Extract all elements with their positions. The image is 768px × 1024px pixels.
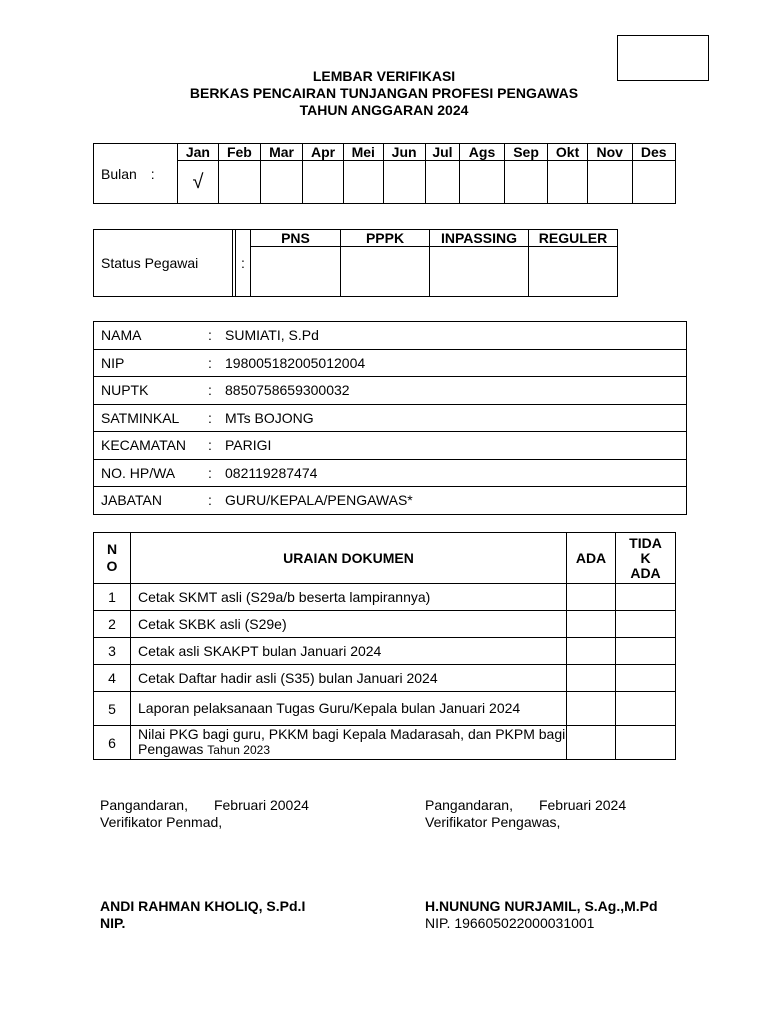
signature-right-nip: NIP. 196605022000031001 — [425, 915, 595, 931]
tidak-ada-cell — [616, 692, 676, 726]
ada-cell — [567, 638, 616, 665]
identity-table — [93, 321, 687, 515]
identity-key: SATMINKAL — [101, 409, 180, 426]
month-header: Mar — [260, 144, 302, 161]
status-table — [93, 229, 618, 297]
tidak-ada-cell — [616, 665, 676, 692]
col-tidak-header-line: ADA — [630, 564, 661, 581]
identity-colon: : — [208, 492, 212, 509]
document-row — [94, 726, 676, 760]
title-line-2: BERKAS PENCAIRAN TUNJANGAN PROFESI PENGAWAS — [189, 85, 579, 101]
month-check-cell — [383, 161, 425, 204]
month-label-cell — [94, 144, 178, 204]
document-no: 2 — [94, 611, 131, 638]
month-header: Jun — [383, 144, 425, 161]
signature-left-name: ANDI RAHMAN KHOLIQ, S.Pd.I — [100, 898, 306, 914]
signature-right-name: H.NUNUNG NURJAMIL, S.Ag.,M.Pd — [425, 898, 658, 914]
month-check-cell — [303, 161, 344, 204]
month-header: Jan — [178, 144, 219, 161]
document-no: 3 — [94, 638, 131, 665]
status-cell — [430, 247, 529, 297]
month-check-cell — [632, 161, 675, 204]
document-row — [94, 665, 676, 692]
document-desc: Laporan pelaksanaan Tugas Guru/Kepala bulan Januari 2024 — [131, 692, 567, 726]
tidak-ada-cell — [616, 726, 676, 760]
month-header: Okt — [548, 144, 588, 161]
signature-right-role: Verifikator Pengawas, — [425, 814, 561, 830]
identity-key: KECAMATAN — [101, 437, 187, 454]
identity-colon: : — [208, 327, 212, 344]
ada-cell — [567, 692, 616, 726]
tidak-ada-cell — [616, 638, 676, 665]
document-desc-text: Nilai PKG bagi guru, PKKM bagi Kepala Madarasah, dan PKPM bagi Pengawas — [138, 726, 566, 757]
col-no-header-line: N — [106, 541, 118, 557]
month-header: Feb — [218, 144, 260, 161]
document-desc: Cetak SKMT asli (S29a/b beserta lampirannya) — [131, 584, 567, 611]
month-label: Bulan — [101, 165, 137, 182]
identity-row — [94, 377, 687, 405]
identity-value: GURU/KEPALA/PENGAWAS* — [225, 492, 413, 509]
tidak-ada-cell — [616, 584, 676, 611]
signature-left-footer — [100, 898, 305, 932]
document-row — [94, 584, 676, 611]
month-header: Mei — [343, 144, 383, 161]
signature-right-place: Pangandaran, — [425, 797, 513, 813]
identity-row — [94, 432, 687, 460]
document-desc — [131, 726, 567, 760]
identity-key: NO. HP/WA — [101, 464, 176, 481]
month-check-cell — [587, 161, 632, 204]
identity-key: NUPTK — [101, 382, 149, 399]
ada-cell — [567, 665, 616, 692]
status-colon: : — [236, 230, 251, 297]
status-label: Status Pegawai — [94, 230, 233, 297]
identity-row — [94, 487, 687, 515]
month-check-cell: √ — [178, 161, 219, 204]
month-table — [93, 143, 676, 204]
month-header: Des — [632, 144, 675, 161]
col-tidak-header-line: K — [640, 549, 651, 566]
identity-row — [94, 459, 687, 487]
document-row — [94, 638, 676, 665]
title-line-3: TAHUN ANGGARAN 2024 — [299, 102, 469, 118]
signature-right-footer — [425, 898, 658, 932]
identity-row — [94, 404, 687, 432]
col-no-header-line: O — [106, 558, 118, 574]
signature-right-date: Februari 2024 — [538, 797, 627, 813]
identity-colon: : — [208, 382, 212, 399]
identity-key: NIP — [101, 354, 125, 371]
month-header: Jul — [425, 144, 460, 161]
col-uraian-header: URAIAN DOKUMEN — [131, 533, 567, 584]
document-no: 4 — [94, 665, 131, 692]
identity-value: SUMIATI, S.Pd — [225, 327, 319, 344]
status-cell — [341, 247, 430, 297]
status-header: PPPK — [341, 230, 430, 247]
status-cell — [529, 247, 618, 297]
identity-row — [94, 322, 687, 350]
status-header: PNS — [251, 230, 341, 247]
ada-cell — [567, 726, 616, 760]
ada-cell — [567, 584, 616, 611]
month-check-cell — [548, 161, 588, 204]
identity-colon: : — [208, 437, 212, 454]
col-ada-header: ADA — [567, 533, 616, 584]
identity-value: PARIGI — [225, 437, 272, 454]
month-check-cell — [504, 161, 547, 204]
col-tidak-header-line: TIDA — [629, 534, 662, 551]
identity-value: 198005182005012004 — [225, 354, 366, 371]
status-header: REGULER — [529, 230, 618, 247]
tidak-ada-cell — [616, 611, 676, 638]
signature-left-role: Verifikator Penmad, — [100, 814, 223, 830]
title-line-1: LEMBAR VERIFIKASI — [312, 68, 456, 84]
signature-left-place: Pangandaran, — [100, 797, 188, 813]
identity-value: 8850758659300032 — [225, 382, 350, 399]
document-no: 1 — [94, 584, 131, 611]
status-cell — [251, 247, 341, 297]
identity-key: JABATAN — [101, 492, 162, 509]
document-no: 6 — [94, 726, 131, 760]
month-check-cell — [425, 161, 460, 204]
document-desc-year: Tahun 2023 — [207, 743, 271, 757]
document-desc: Cetak Daftar hadir asli (S35) bulan Januari 2024 — [131, 665, 567, 692]
signature-right-header — [425, 797, 626, 831]
month-header: Sep — [504, 144, 547, 161]
signature-left-date: Februari 20024 — [213, 797, 309, 813]
document-row — [94, 692, 676, 726]
status-header: INPASSING — [430, 230, 529, 247]
document-table — [93, 532, 676, 760]
identity-value: 082119287474 — [225, 464, 318, 481]
document-desc: Cetak asli SKAKPT bulan Januari 2024 — [131, 638, 567, 665]
document-desc: Cetak SKBK asli (S29e) — [131, 611, 567, 638]
identity-row — [94, 349, 687, 377]
month-check-cell — [260, 161, 302, 204]
month-check-cell — [460, 161, 505, 204]
identity-value: MTs BOJONG — [225, 409, 314, 426]
ada-cell — [567, 611, 616, 638]
identity-colon: : — [208, 354, 212, 371]
month-colon: : — [150, 165, 155, 182]
document-row — [94, 611, 676, 638]
col-no-header — [94, 533, 131, 584]
col-tidak-ada-header — [616, 533, 676, 584]
identity-colon: : — [208, 409, 212, 426]
signature-left-nip: NIP. — [100, 915, 126, 931]
identity-key: NAMA — [101, 327, 142, 344]
document-no: 5 — [94, 692, 131, 726]
month-header: Nov — [587, 144, 632, 161]
month-header: Ags — [460, 144, 505, 161]
month-check-cell — [343, 161, 383, 204]
month-header: Apr — [303, 144, 344, 161]
signature-left-header — [100, 797, 309, 831]
month-check-cell — [218, 161, 260, 204]
identity-colon: : — [208, 464, 212, 481]
